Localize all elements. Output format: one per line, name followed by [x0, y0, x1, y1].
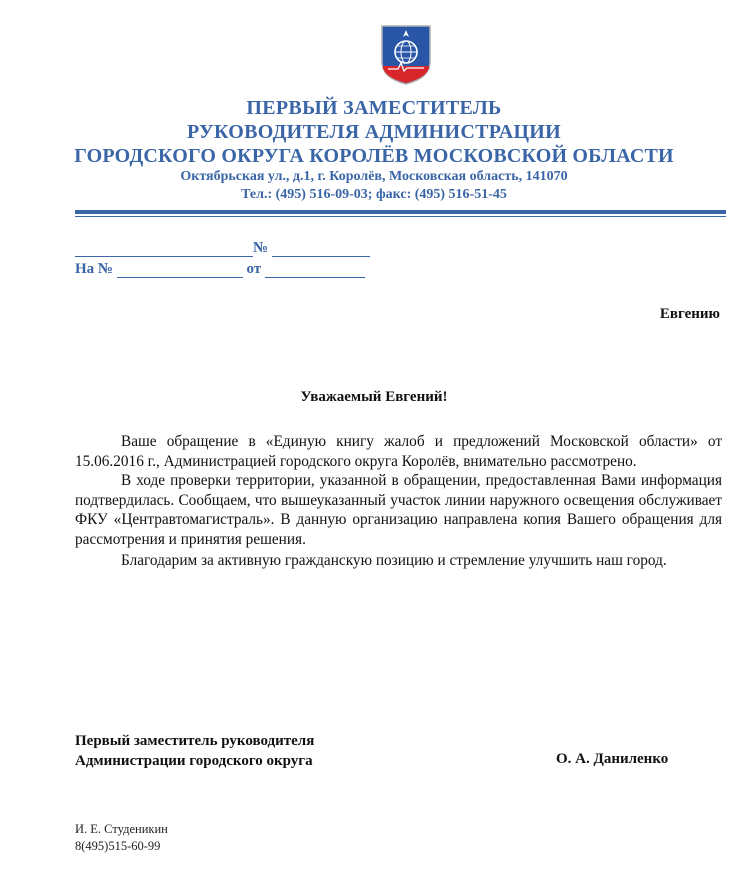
reply-number-label: На №	[75, 261, 113, 277]
reply-date-blank	[265, 261, 365, 278]
signatory-title-line-1: Первый заместитель руководителя	[75, 733, 315, 749]
letterhead-address: Октябрьская ул., д.1, г. Королёв, Московская область, 141070	[180, 169, 568, 184]
executor-info	[75, 821, 168, 855]
reply-to-field	[75, 261, 365, 278]
body-paragraph-2: В ходе проверки территории, указанной в обращении, предоставленная Вами информация подтвердилась. Сообщаем, что вышеуказанный участок линии наружного освещения обслуживает ФКУ «Центравтомагистраль». В данную организацию направлена копия Вашего обращения для рассмотрения и принятия решения.	[75, 472, 722, 548]
header-divider-thick	[75, 210, 726, 214]
header-divider-thin	[75, 216, 726, 217]
outgoing-number-blank	[272, 240, 370, 257]
reply-number-blank	[117, 261, 243, 278]
letterhead-title-line-2: РУКОВОДИТЕЛЯ АДМИНИСТРАЦИИ	[186, 121, 562, 143]
signatory-title-line-2: Администрации городского округа	[75, 753, 313, 769]
letterhead-title-line-3: ГОРОДСКОГО ОКРУГА КОРОЛЁВ МОСКОВСКОЙ ОБЛАСТИ	[74, 145, 674, 167]
salutation: Уважаемый Евгений!	[300, 389, 448, 405]
executor-name: И. Е. Студеникин	[75, 822, 168, 836]
body-paragraph-3: Благодарим за активную гражданскую позицию и стремление улучшить наш город.	[121, 552, 667, 569]
outgoing-date-blank	[75, 240, 253, 257]
letterhead-title-line-1: ПЕРВЫЙ ЗАМЕСТИТЕЛЬ	[246, 97, 502, 119]
addressee: Евгению	[659, 306, 720, 322]
signatory-title	[75, 731, 314, 771]
coat-of-arms-icon	[380, 24, 432, 86]
executor-phone: 8(495)515-60-99	[75, 839, 161, 853]
number-label: №	[253, 240, 269, 256]
body-paragraph-1: Ваше обращение в «Единую книгу жалоб и предложений Московской области» от 15.06.2016 г., Администрацией городского округа Королёв, внимательно рассмотрено.	[75, 433, 722, 470]
signatory-name: О. А. Даниленко	[556, 751, 669, 767]
reply-from-label: от	[246, 261, 262, 277]
letter-body	[75, 432, 722, 573]
outgoing-number-field	[75, 240, 370, 257]
letterhead-phone: Тел.: (495) 516-09-03; факс: (495) 516-51-45	[241, 187, 507, 202]
